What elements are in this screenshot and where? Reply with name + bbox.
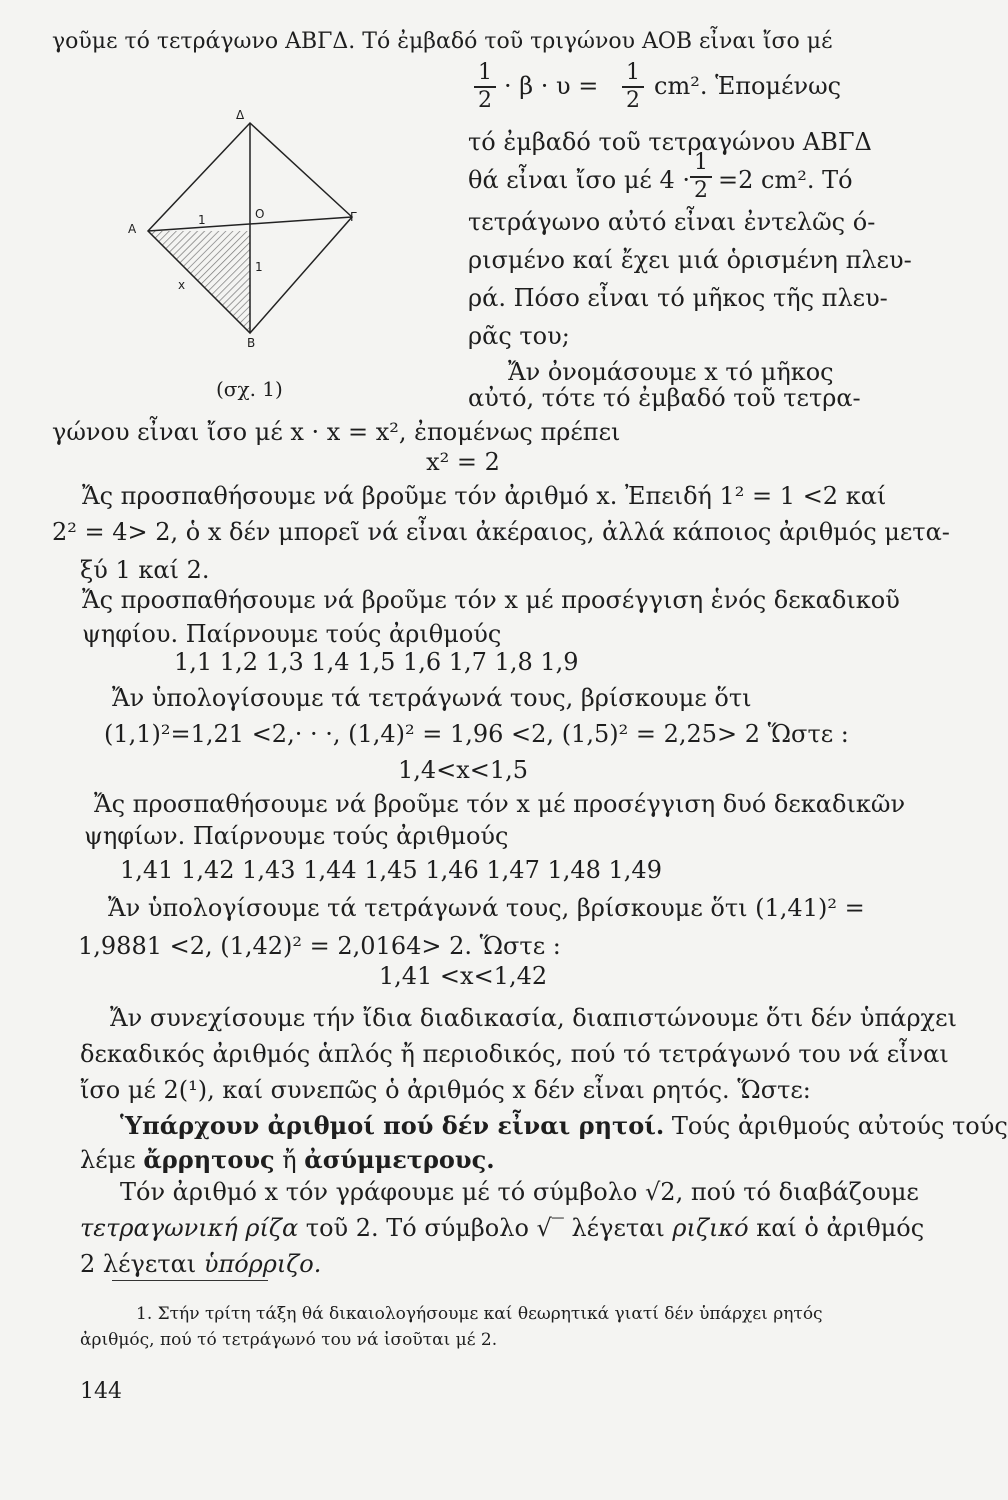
term-square-root: τετραγωνική ρίζα <box>80 1214 299 1242</box>
vertex-label-delta: Δ <box>236 108 245 122</box>
text-line-32 <box>80 1250 321 1278</box>
text-line-13: 2² = 4> 2, ὁ x δέν μπορεῖ νά εἶναι ἀκέραιος, ἀλλά κάποιος ἀριθμός μετα- <box>52 518 950 546</box>
text-line-15: Ἄς προσπαθήσουμε νά βροῦμε τόν x μέ προσέγγιση ἑνός δεκαδικοῦ <box>82 586 900 614</box>
term-asymmetrous: ἀσύμμετρους. <box>304 1145 495 1174</box>
text-line-28 <box>120 1112 1008 1140</box>
inequality-one-decimal: 1,4<x<1,5 <box>397 756 529 784</box>
vertex-label-gamma: Γ <box>350 210 357 224</box>
term-arrhetous: ἄρρητους <box>143 1145 275 1174</box>
term-radical: ριζικό <box>672 1214 749 1242</box>
text-line-31 <box>80 1214 924 1242</box>
text-line-11: γώνου εἶναι ἴσο μέ x · x = x², ἐπομένως πρέπει <box>52 418 621 446</box>
text-line-8: ρᾶς του; <box>468 322 570 350</box>
text-line-26: δεκαδικός ἀριθμός ἁπλός ἤ περιοδικός, πού τό τετράγωνό του νά εἶναι <box>80 1040 949 1068</box>
text-line-12: Ἄς προσπαθήσουμε νά βροῦμε τόν ἀριθμό x. Ἐπειδή 1² = 1 <2 καί <box>82 482 887 510</box>
text-line-19: (1,1)²=1,21 <2,· · ·, (1,4)² = 1,96 <2, (1,5)² = 2,25> 2 Ὥστε : <box>104 720 849 748</box>
definition-bold: Ὑπάρχουν ἀριθμοί πού δέν εἶναι ρητοί. <box>120 1111 665 1140</box>
footnote-line-1: 1. Στήν τρίτη τάξη θά δικαιολογήσουμε καί θεωρητικά γιατί δέν ὑπάρχει ρητός <box>136 1304 823 1324</box>
text-line-7: ρά. Πόσο εἶναι τό μῆκος τῆς πλευ- <box>468 284 888 312</box>
footnote-rule <box>112 1280 268 1281</box>
fraction-numerator-1: 1 <box>478 60 492 85</box>
text-line-31b: τοῦ 2. Τό σύμβολο √‾ λέγεται <box>305 1214 665 1242</box>
text-line-18: Ἄν ὑπολογίσουμε τά τετράγωνά τους, βρίσκουμε ὅτι <box>112 684 752 712</box>
text-line-25: Ἄν συνεχίσουμε τήν ἴδια διαδικασία, διαπιστώνουμε ὅτι δέν ὑπάρχει <box>110 1004 957 1032</box>
text-line-28-rest: Τούς ἀριθμούς αὐτούς τούς <box>671 1112 1008 1140</box>
text-line-4a: θά εἶναι ἴσο μέ 4 · <box>468 166 691 194</box>
text-line-6: ρισμένο καί ἔχει μιά ὁρισμένη πλευ- <box>468 246 912 274</box>
text-line-21: ψηφίων. Παίρνουμε τούς ἀριθμούς <box>84 822 509 850</box>
number-list-two-decimals: 1,41 1,42 1,43 1,44 1,45 1,46 1,47 1,48 1,49 <box>120 856 662 884</box>
text-line-4b: =2 cm². Τό <box>718 166 853 194</box>
text-line-1: γοῦμε τό τετράγωνο ΑΒΓΔ. Τό ἐμβαδό τοῦ τριγώνου ΑΟΒ εἶναι ἴσο μέ <box>52 29 833 54</box>
text-line-24: 1,9881 <2, (1,42)² = 2,0164> 2. Ὥστε : <box>78 932 561 960</box>
text-line-31d: καί ὁ ἀριθμός <box>756 1214 925 1242</box>
center-label-o: O <box>255 207 265 221</box>
page-number: 144 <box>80 1379 122 1404</box>
fraction-denominator-3: 2 <box>694 178 708 203</box>
vertex-label-alpha: Α <box>128 222 137 236</box>
number-list-one-decimal: 1,1 1,2 1,3 1,4 1,5 1,6 1,7 1,8 1,9 <box>174 648 579 676</box>
fraction-denominator-2: 2 <box>626 88 640 113</box>
inequality-two-decimals: 1,41 <x<1,42 <box>378 962 548 990</box>
text-line-3: τό ἐμβαδό τοῦ τετραγώνου ΑΒΓΔ <box>468 128 872 156</box>
footnote-line-2: ἀριθμός, πού τό τετράγωνό του νά ἰσοῦται μέ 2. <box>80 1330 498 1350</box>
segment-label-ao: 1 <box>198 213 206 227</box>
square-figure <box>118 105 368 345</box>
text-line-32a: 2 λέγεται <box>80 1250 197 1278</box>
text-line-2b: cm². Ἑπομένως <box>654 72 842 100</box>
segment-label-ob: 1 <box>255 260 263 274</box>
fraction-numerator-2: 1 <box>626 60 640 85</box>
fraction-numerator-3: 1 <box>694 150 708 175</box>
text-line-16: ψηφίου. Παίρνουμε τούς ἀριθμούς <box>82 620 502 648</box>
text-line-20: Ἄς προσπαθήσουμε νά βροῦμε τόν x μέ προσέγγιση δυό δεκαδικῶν <box>94 790 906 818</box>
text-line-23: Ἄν ὑπολογίσουμε τά τετράγωνά τους, βρίσκουμε ὅτι (1,41)² = <box>108 894 865 922</box>
text-line-10: αὐτό, τότε τό ἐμβαδό τοῦ τετρα- <box>468 384 861 412</box>
text-line-2a: · β · υ = <box>504 72 599 100</box>
side-label-x: x <box>178 278 186 292</box>
vertex-label-beta: Β <box>247 336 256 350</box>
text-line-30: Τόν ἀριθμό x τόν γράφουμε μέ τό σύμβολο √2, πού τό διαβάζουμε <box>120 1178 919 1206</box>
text-line-29a: λέμε <box>80 1146 136 1174</box>
equation-x-squared: x² = 2 <box>426 448 500 476</box>
text-line-5: τετράγωνο αὐτό εἶναι ἐντελῶς ό- <box>468 208 876 236</box>
text-line-27: ἴσο μέ 2(¹), καί συνεπῶς ὁ ἀριθμός x δέν εἶναι ρητός. Ὥστε: <box>80 1076 811 1104</box>
text-line-14: ξύ 1 καί 2. <box>80 556 210 584</box>
text-line-29 <box>80 1146 495 1174</box>
text-line-9: Ἄν ὀνομάσουμε x τό μῆκος <box>508 358 834 386</box>
text-line-29c: ἤ <box>282 1146 297 1174</box>
fraction-denominator-1: 2 <box>478 88 492 113</box>
term-radicand: ὑπόρριζο. <box>203 1250 322 1278</box>
figure-caption: (σχ. 1) <box>216 377 283 401</box>
